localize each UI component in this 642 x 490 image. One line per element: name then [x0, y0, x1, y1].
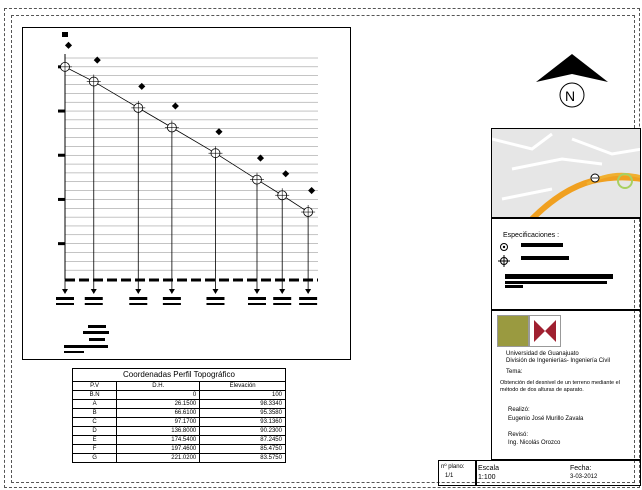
table-cell: 97.1700 [117, 418, 200, 427]
specifications-label: Especificaciones : [503, 232, 560, 239]
division-logo [529, 315, 561, 347]
station-label [163, 297, 181, 300]
location-map [492, 129, 641, 218]
table-cell: 197.4600 [117, 445, 200, 454]
plano-value: 1/1 [445, 473, 454, 479]
table-row [73, 400, 286, 409]
table-header-cell: Elevación [200, 382, 286, 391]
y-tick [58, 154, 65, 157]
table-cell: 100 [200, 391, 286, 400]
realizo-label: Realizó: [508, 407, 530, 413]
station-label [129, 297, 147, 300]
axis-marker [62, 32, 68, 37]
legend-block [64, 345, 108, 348]
profile-line [65, 67, 308, 212]
table-cell: C [73, 418, 117, 427]
station-label [56, 297, 74, 300]
spec-text-redacted [521, 256, 569, 260]
table-cell: 26.1500 [117, 400, 200, 409]
escala-value: 1:100 [478, 474, 496, 481]
station-arrow [62, 289, 68, 294]
legend-block [89, 338, 105, 341]
table-cell: B.N [73, 391, 117, 400]
tema-text: Obtención del desnivel de un terreno mediante el método de dos alturas de aparato. [500, 380, 620, 393]
spec-text-redacted [521, 243, 563, 247]
point-label-marker [94, 57, 101, 64]
university-name: Universidad de Guanajuato [506, 351, 579, 357]
coordinates-table-title: Coordenadas Perfil Topográfico [73, 369, 286, 382]
station-label [129, 303, 147, 305]
station-label [248, 297, 266, 300]
table-row [73, 409, 286, 418]
legend-block [83, 331, 109, 334]
point-symbol-icon [498, 255, 510, 267]
station-arrow [305, 289, 311, 294]
spec-text-redacted [505, 281, 607, 284]
realizo-name: Eugenio José Murillo Zavala [508, 416, 584, 422]
table-header-cell: P.V [73, 382, 117, 391]
station-arrow [91, 289, 97, 294]
station-arrow [169, 289, 175, 294]
point-label-marker [308, 187, 315, 194]
station-arrow [279, 289, 285, 294]
legend-block [64, 351, 84, 353]
y-tick [58, 242, 65, 245]
station-label [206, 303, 224, 305]
division-name: División de Ingenierías- Ingeniería Civil [506, 358, 611, 364]
table-cell: F [73, 445, 117, 454]
fecha-value: 3-03-2012 [570, 474, 598, 480]
reviso-name: Ing. Nicolás Orozco [508, 440, 561, 446]
point-label-marker [65, 42, 72, 49]
table-cell: 174.5400 [117, 436, 200, 445]
table-cell: G [73, 454, 117, 463]
table-cell: 83.5750 [200, 454, 286, 463]
table-cell: 87.2450 [200, 436, 286, 445]
table-cell: E [73, 436, 117, 445]
station-label [299, 297, 317, 300]
table-cell: 66.6100 [117, 409, 200, 418]
table-row [73, 445, 286, 454]
y-tick [58, 198, 65, 201]
y-tick [58, 110, 65, 113]
table-cell: 85.4750 [200, 445, 286, 454]
point-label-marker [172, 102, 179, 109]
location-map-frame [491, 128, 641, 218]
point-label-marker [282, 170, 289, 177]
point-label-marker [257, 155, 264, 162]
station-label [248, 303, 266, 305]
station-arrow [254, 289, 260, 294]
station-arrow [212, 289, 218, 294]
spec-text-redacted [505, 285, 523, 288]
table-row [73, 427, 286, 436]
coordinates-table [72, 368, 286, 463]
north-label: N [565, 88, 576, 104]
table-cell: D [73, 427, 117, 436]
plano-label: nº plano: [441, 464, 465, 470]
station-label [85, 303, 103, 305]
point-label-marker [215, 128, 222, 135]
table-cell: B [73, 409, 117, 418]
table-row [73, 454, 286, 463]
table-cell: 221.0200 [117, 454, 200, 463]
fecha-label: Fecha: [570, 465, 592, 472]
point-label-marker [138, 83, 145, 90]
station-label [299, 303, 317, 305]
table-cell: 90.2300 [200, 427, 286, 436]
table-cell: 0 [117, 391, 200, 400]
station-label [163, 303, 181, 305]
escala-label: Escala [478, 465, 500, 472]
table-row [73, 391, 286, 400]
table-cell: A [73, 400, 117, 409]
table-cell: 98.3340 [200, 400, 286, 409]
station-arrow [135, 289, 141, 294]
table-row [73, 436, 286, 445]
scale-date-cell [476, 460, 641, 486]
table-cell: 95.3580 [200, 409, 286, 418]
station-label [56, 303, 74, 305]
spec-text-redacted [505, 274, 613, 279]
university-logo [497, 315, 529, 347]
reviso-label: Revisó: [508, 432, 529, 438]
station-label [273, 303, 291, 305]
station-label [85, 297, 103, 300]
benchmark-symbol-icon [499, 242, 509, 252]
tema-label: Tema: [506, 369, 523, 375]
station-label [273, 297, 291, 300]
legend-block [88, 325, 106, 328]
profile-chart [22, 27, 351, 360]
table-cell: 93.1360 [200, 418, 286, 427]
station-label [206, 297, 224, 300]
table-header-cell: D.H. [117, 382, 200, 391]
table-cell: 136.8000 [117, 427, 200, 436]
table-row [73, 418, 286, 427]
